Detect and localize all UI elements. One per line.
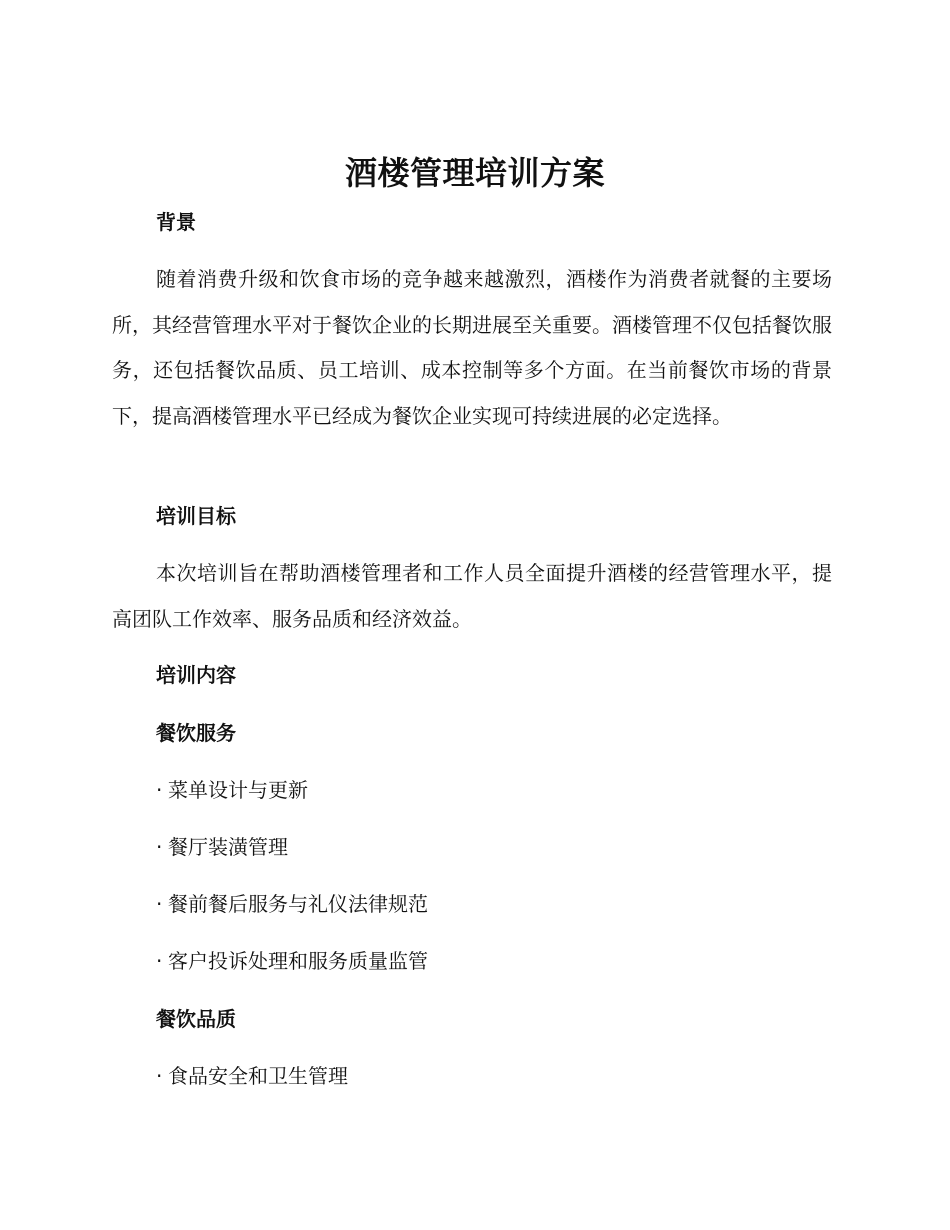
list-item-label: 餐厅装潢管理 <box>168 835 288 859</box>
section-heading-service: 餐饮服务 <box>156 721 236 745</box>
background-paragraph: 随着消费升级和饮食市场的竞争越来越激烈，酒楼作为消费者就餐的主要场所，其经营管理水平对于餐饮企业的长期进展至关重要。酒楼管理不仅包括餐饮服务，还包括餐饮品质、员工培训、成本控制等多个方面。在当前餐饮市场的背景下，提高酒楼管理水平已经成为餐饮企业实现可持续进展的必定选择。 <box>112 267 832 428</box>
section-heading-goal: 培训目标 <box>156 504 236 528</box>
bullet-glyph: · <box>156 892 163 916</box>
list-item <box>156 1062 348 1090</box>
section-heading-quality: 餐饮品质 <box>156 1007 236 1031</box>
list-item-label: 客户投诉处理和服务质量监管 <box>168 949 428 973</box>
list-item <box>156 776 308 804</box>
list-item-label: 菜单设计与更新 <box>168 778 308 802</box>
goal-paragraph: 本次培训旨在帮助酒楼管理者和工作人员全面提升酒楼的经营管理水平，提高团队工作效率、服务品质和经济效益。 <box>112 561 832 631</box>
list-item-label: 食品安全和卫生管理 <box>168 1064 348 1088</box>
list-item <box>156 890 428 918</box>
section-heading-background: 背景 <box>156 210 196 234</box>
bullet-glyph: · <box>156 949 163 973</box>
document-title: 酒楼管理培训方案 <box>344 154 605 192</box>
bullet-glyph: · <box>156 1064 163 1088</box>
bullet-glyph: · <box>156 778 163 802</box>
list-item <box>156 947 428 975</box>
bullet-glyph: · <box>156 835 163 859</box>
list-item <box>156 833 288 861</box>
list-item-label: 餐前餐后服务与礼仪法律规范 <box>168 892 428 916</box>
section-heading-content: 培训内容 <box>156 663 236 687</box>
